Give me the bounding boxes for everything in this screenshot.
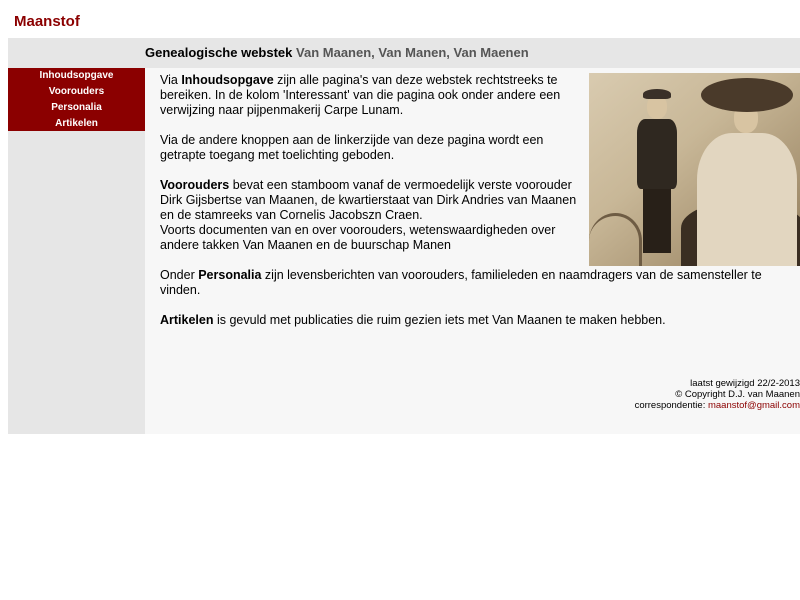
contact-line: [500, 400, 800, 411]
paragraph-artikelen: [160, 313, 790, 328]
paragraph-navigation: Via de andere knoppen aan de linkerzijde van deze pagina wordt een getrapte toegang met toelichting geboden.: [160, 133, 544, 162]
banner-title-strong: Genealogische webstek: [145, 45, 293, 60]
p5-post: is gevuld met publicaties die ruim gezien iets met Van Maanen te maken hebben.: [213, 313, 666, 327]
sidebar: [8, 68, 145, 434]
copyright-notice: © Copyright D.J. van Maanen: [675, 389, 800, 400]
p3-bold: Voorouders: [160, 178, 230, 192]
banner-family-names: Van Maanen, Van Manen, Van Maenen: [296, 45, 529, 60]
photo-chair: [589, 213, 642, 266]
photo-boy-cap: [643, 89, 671, 99]
p1-post: zijn alle pagina's van deze webstek rechtstreeks te bereiken. In de kolom 'Interessant' van die pagina ook onder andere een verwijzing naar pijpenmakerij Carpe Lunam.: [160, 73, 561, 117]
p4-pre: Onder: [160, 268, 199, 282]
contact-label: correspondentie:: [634, 400, 708, 411]
p4-post: zijn levensberichten van voorouders, familieleden en naamdragers van de samensteller te vinden.: [160, 268, 762, 297]
nav-menu: [8, 68, 145, 131]
photo-woman-body: [697, 133, 797, 266]
p1-bold: Inhoudsopgave: [181, 73, 274, 87]
nav-item-personalia[interactable]: Personalia: [51, 102, 102, 113]
site-logo: Maanstof: [14, 13, 80, 30]
email-link[interactable]: maanstof@gmail.com: [707, 400, 800, 411]
nav-item-inhoudsopgave[interactable]: Inhoudsopgave: [39, 70, 114, 81]
header-banner: [8, 38, 800, 68]
p4-bold: Personalia: [198, 268, 262, 282]
main-content: [145, 68, 800, 434]
paragraph-personalia: [160, 268, 790, 298]
p1-pre: Via: [160, 73, 182, 87]
photo-boy-legs: [643, 187, 671, 253]
photo-boy-body: [637, 119, 677, 189]
family-photo: [589, 73, 800, 266]
p3-post: bevat een stamboom vanaf de vermoedelijk verste voorouder Dirk Gijsbertse van Maanen, de kwartierstaat van Dirk Andries van Maanen en de stamreeks van Cornelis Jacobszn Craen.: [160, 178, 577, 222]
nav-item-voorouders[interactable]: Voorouders: [48, 86, 105, 97]
page-footer: [500, 378, 800, 411]
banner-title: [145, 45, 529, 60]
nav-item-artikelen[interactable]: Artikelen: [55, 118, 98, 129]
p5-bold: Artikelen: [160, 313, 214, 327]
intro-text: [160, 73, 790, 343]
last-updated: laatst gewijzigd 22/2-2013: [690, 378, 800, 389]
photo-woman-hat: [701, 78, 793, 112]
p3-line2: Voorts documenten van en over voorouders, wetenswaardigheden over andere takken Van Maanen en de buurschap Manen: [160, 223, 556, 252]
